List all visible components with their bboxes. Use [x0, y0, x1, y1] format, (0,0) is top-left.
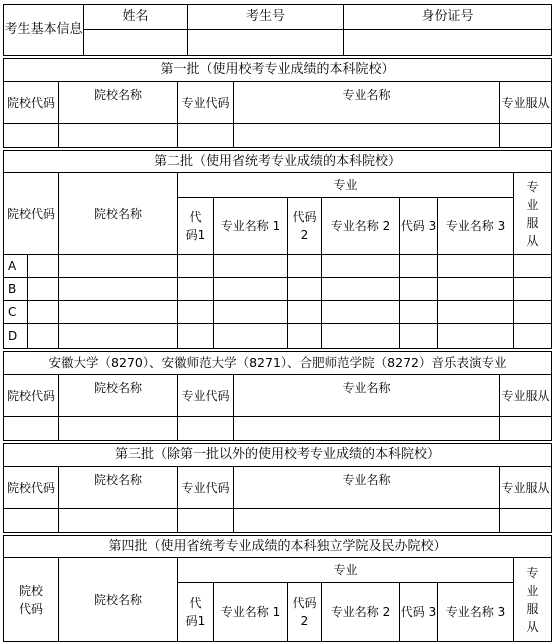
school-code-header: 院校代码 — [4, 558, 59, 642]
student-info-table — [3, 4, 552, 56]
name-label: 姓名 — [84, 5, 188, 30]
major-name1-field[interactable] — [214, 324, 288, 349]
major-name2-header: 专业名称 2 — [322, 198, 400, 255]
code3-field[interactable] — [400, 278, 438, 301]
school-code-header: 院校代码 — [4, 467, 59, 509]
school-name-header: 院校名称 — [59, 82, 178, 124]
obey-field[interactable] — [500, 417, 552, 441]
obey-header: 专业服从 — [500, 375, 552, 417]
school-code-field[interactable] — [4, 417, 59, 441]
major-name-field[interactable] — [234, 509, 500, 533]
obey-field[interactable] — [500, 124, 552, 148]
school-code-field[interactable] — [4, 124, 59, 148]
code1-header: 代码1 — [178, 583, 214, 642]
batch1-table — [3, 58, 552, 148]
row-label: D — [4, 324, 28, 349]
obey-header: 专业服从 — [514, 173, 552, 255]
school-name-field[interactable] — [59, 301, 178, 324]
code3-field[interactable] — [400, 255, 438, 278]
obey-field[interactable] — [514, 324, 552, 349]
name-field[interactable] — [84, 30, 188, 56]
major-name3-field[interactable] — [438, 324, 514, 349]
school-name-field[interactable] — [59, 509, 178, 533]
obey-field[interactable] — [514, 278, 552, 301]
code1-field[interactable] — [178, 324, 214, 349]
exam-no-label: 考生号 — [188, 5, 344, 30]
code1-header: 代码1 — [178, 198, 214, 255]
basic-info-label: 考生基本信息 — [4, 5, 84, 56]
code1-field[interactable] — [178, 255, 214, 278]
obey-field[interactable] — [514, 255, 552, 278]
major-name-header: 专业名称 — [234, 467, 500, 509]
code2-field[interactable] — [288, 278, 322, 301]
obey-header: 专业服从 — [500, 467, 552, 509]
batch2-table — [3, 150, 552, 349]
major-name1-header: 专业名称 1 — [214, 198, 288, 255]
school-code-field[interactable] — [28, 278, 59, 301]
music-title: 安徽大学（8270）、安徽师范大学（8271）、合肥师范学院（8272）音乐表演专业 — [4, 352, 552, 375]
major-code-field[interactable] — [178, 417, 234, 441]
major-name-header: 专业名称 — [234, 82, 500, 124]
batch2-title: 第二批（使用省统考专业成绩的本科院校） — [4, 151, 552, 173]
id-no-label: 身份证号 — [344, 5, 552, 30]
school-code-field[interactable] — [4, 509, 59, 533]
obey-header: 专业服从 — [500, 82, 552, 124]
major-name3-field[interactable] — [438, 301, 514, 324]
major-name2-header: 专业名称 2 — [322, 583, 400, 642]
music-performance-table — [3, 351, 552, 441]
school-name-field[interactable] — [59, 124, 178, 148]
major-name-field[interactable] — [234, 417, 500, 441]
major-name3-header: 专业名称 3 — [438, 198, 514, 255]
code2-field[interactable] — [288, 255, 322, 278]
batch1-title: 第一批（使用校考专业成绩的本科院校） — [4, 59, 552, 82]
major-name2-field[interactable] — [322, 324, 400, 349]
major-code-header: 专业代码 — [178, 375, 234, 417]
code3-header: 代码 3 — [400, 583, 438, 642]
school-code-field[interactable] — [28, 324, 59, 349]
row-label: C — [4, 301, 28, 324]
school-code-header: 院校代码 — [4, 173, 59, 255]
batch4-table — [3, 535, 552, 642]
major-name1-field[interactable] — [214, 255, 288, 278]
obey-field[interactable] — [514, 301, 552, 324]
school-name-field[interactable] — [59, 324, 178, 349]
batch3-table — [3, 443, 552, 533]
code3-field[interactable] — [400, 301, 438, 324]
obey-header: 专业服从 — [514, 558, 552, 642]
code3-field[interactable] — [400, 324, 438, 349]
school-name-field[interactable] — [59, 417, 178, 441]
school-name-field[interactable] — [59, 278, 178, 301]
row-label: A — [4, 255, 28, 278]
major-name3-field[interactable] — [438, 255, 514, 278]
major-name3-field[interactable] — [438, 278, 514, 301]
major-name1-header: 专业名称 1 — [214, 583, 288, 642]
school-code-header: 院校代码 — [4, 82, 59, 124]
school-code-field[interactable] — [28, 301, 59, 324]
major-name2-field[interactable] — [322, 301, 400, 324]
school-name-header: 院校名称 — [59, 558, 178, 642]
batch3-title: 第三批（除第一批以外的使用校考专业成绩的本科院校） — [4, 444, 552, 467]
school-name-header: 院校名称 — [59, 173, 178, 255]
major-code-field[interactable] — [178, 509, 234, 533]
major-name1-field[interactable] — [214, 301, 288, 324]
major-name1-field[interactable] — [214, 278, 288, 301]
code2-header: 代码2 — [288, 198, 322, 255]
major-code-field[interactable] — [178, 124, 234, 148]
exam-no-field[interactable] — [188, 30, 344, 56]
school-name-header: 院校名称 — [59, 375, 178, 417]
major-name2-field[interactable] — [322, 278, 400, 301]
school-code-field[interactable] — [28, 255, 59, 278]
major-name3-header: 专业名称 3 — [438, 583, 514, 642]
major-name2-field[interactable] — [322, 255, 400, 278]
major-code-header: 专业代码 — [178, 82, 234, 124]
school-name-field[interactable] — [59, 255, 178, 278]
major-name-header: 专业名称 — [234, 375, 500, 417]
row-label: B — [4, 278, 28, 301]
code3-header: 代码 3 — [400, 198, 438, 255]
code2-field[interactable] — [288, 301, 322, 324]
major-code-header: 专业代码 — [178, 467, 234, 509]
code2-header: 代码2 — [288, 583, 322, 642]
code1-field[interactable] — [178, 301, 214, 324]
major-group-header: 专业 — [178, 173, 514, 198]
code2-field[interactable] — [288, 324, 322, 349]
school-code-header: 院校代码 — [4, 375, 59, 417]
major-group-header: 专业 — [178, 558, 514, 583]
school-name-header: 院校名称 — [59, 467, 178, 509]
obey-field[interactable] — [500, 509, 552, 533]
id-no-field[interactable] — [344, 30, 552, 56]
batch4-title: 第四批（使用省统考专业成绩的本科独立学院及民办院校） — [4, 536, 552, 558]
major-name-field[interactable] — [234, 124, 500, 148]
code1-field[interactable] — [178, 278, 214, 301]
